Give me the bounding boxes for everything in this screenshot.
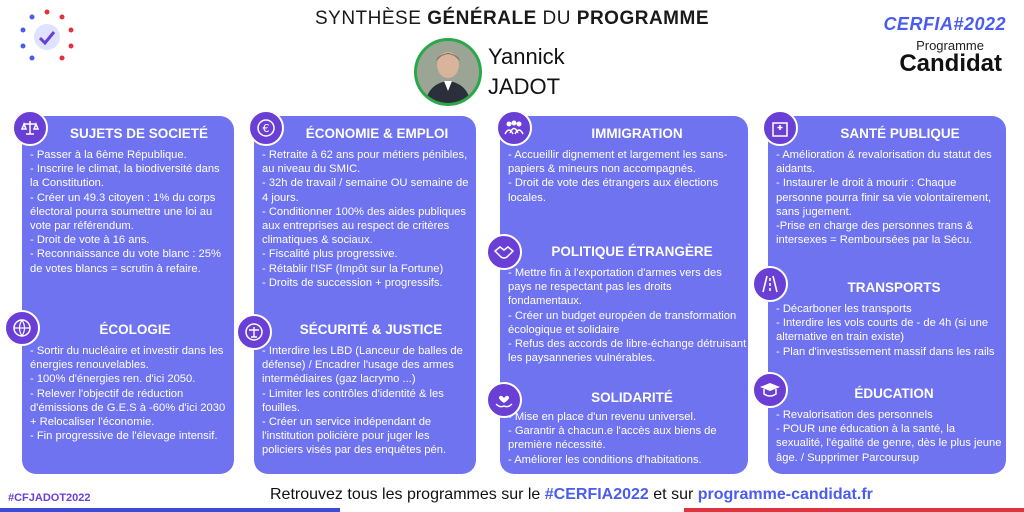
list-item: - Retraite à 62 ans pour métiers pénibles, au niveau du SMIC. bbox=[262, 149, 468, 176]
footer-website-link[interactable]: programme-candidat.fr bbox=[697, 486, 873, 503]
list-item: - Accueillir dignement et largement les sans-papiers & mineurs non accompagnés. bbox=[508, 149, 728, 176]
list-item: - Passer à la 6ème République. bbox=[30, 149, 187, 161]
justice-scales-icon bbox=[12, 110, 48, 146]
list-item: - Instaurer le droit à mourir : Chaque personne pourra finir sa vie volontairement, sans jugement. bbox=[776, 177, 992, 218]
section-title-economie: ÉCONOMIE & EMPLOI bbox=[305, 126, 449, 141]
list-item: - 100% d'énergies ren. d'ici 2050. bbox=[30, 373, 196, 386]
list-item: - Plan d'investissement massif dans les rails bbox=[776, 345, 995, 358]
svg-text:€: € bbox=[262, 122, 270, 135]
section-title-societe: SUJETS DE SOCIETÉ bbox=[69, 126, 209, 141]
list-item: - Reconnaissance du vote blanc : 25% de votes blancs = scrutin à refaire. bbox=[30, 248, 221, 275]
list-item: - Fin progressive de l'élevage intensif. bbox=[30, 430, 218, 443]
list-solidarite bbox=[508, 410, 748, 467]
hospital-icon bbox=[762, 110, 798, 146]
graduation-cap-icon bbox=[752, 372, 788, 408]
list-item: - Créer un service indépendant de l'institution policière pour juger les policiers visés par des enquêtes pén. bbox=[262, 416, 447, 457]
footer-hashtag: #CFJADOT2022 bbox=[8, 492, 91, 504]
section-title-etrangere: POLITIQUE ÉTRANGÈRE bbox=[551, 244, 713, 259]
candidate-last-name: JADOT bbox=[488, 74, 561, 99]
list-item: - Inscrire le climat, la biodiversité dans la Constitution. bbox=[30, 163, 220, 190]
list-item: - POUR une éducation à la santé, la sexualité, l'égalité de genre, dès le plus jeune âge. / Supprimer Parcoursup bbox=[776, 423, 1002, 464]
list-item: - Améliorer les conditions d'habitations. bbox=[508, 453, 702, 466]
brand-subtitle-bold: Candidat bbox=[899, 50, 1002, 77]
section-title-securite: SÉCURITÉ & JUSTICE bbox=[299, 322, 443, 337]
list-immigration bbox=[508, 148, 744, 205]
list-item: - Droit de vote des étrangers aux élections locales. bbox=[508, 177, 719, 204]
list-item: - Droit de vote à 16 ans. bbox=[30, 234, 150, 247]
section-title-transports: TRANSPORTS bbox=[847, 280, 941, 295]
globe-icon bbox=[4, 310, 40, 346]
list-sante bbox=[776, 148, 1004, 247]
list-item: - 32h de travail / semaine OU semaine de 4 jours. bbox=[262, 177, 469, 204]
list-item: - Revalorisation des personnels bbox=[776, 409, 933, 421]
list-etrangere bbox=[508, 266, 748, 365]
list-item: - Décarboner les transports bbox=[776, 303, 912, 315]
list-securite bbox=[262, 344, 472, 458]
footer-red-bar bbox=[684, 508, 1024, 512]
list-item: - Mise en place d'un revenu universel. bbox=[508, 411, 697, 423]
list-ecologie bbox=[30, 344, 230, 443]
list-societe bbox=[30, 148, 230, 276]
list-education bbox=[776, 408, 1004, 465]
people-group-icon bbox=[496, 110, 532, 146]
list-item: - Interdire les LBD (Lanceur de balles de défense) / Encadrer l'usage des armes intermédiaires (gaz lacrymo ...) bbox=[262, 345, 463, 386]
footer-blue-bar bbox=[0, 508, 340, 512]
candidate-photo bbox=[414, 38, 482, 106]
list-item: - Garantir à chacun.e l'accès aux biens de première nécessité. bbox=[508, 425, 717, 452]
list-item: - Rétablir l'ISF (Impôt sur la Fortune) bbox=[262, 262, 444, 275]
footer-text: Retrouvez tous les programmes sur le #CERFIA2022 et sur programme-candidat.fr bbox=[270, 486, 873, 503]
list-item: - Conditionner 100% des aides publiques aux entreprises au respect de critères climatiques & sociaux. bbox=[262, 205, 466, 247]
section-title-ecologie: ÉCOLOGIE bbox=[99, 322, 171, 337]
list-item: - Mettre fin à l'exportation d'armes vers des pays ne respectant pas les droits fondamentaux. bbox=[508, 267, 722, 308]
list-item: -Prise en charge des personnes trans & intersexes = Remboursées par la Sécu. bbox=[776, 220, 974, 247]
list-item: - Droits de succession + progressifs. bbox=[262, 276, 443, 289]
section-title-solidarite: SOLIDARITÉ bbox=[591, 390, 673, 405]
page-title: SYNTHÈSE GÉNÉRALE DU PROGRAMME bbox=[314, 8, 709, 29]
candidate-first-name: Yannick bbox=[488, 44, 565, 69]
list-item: - Refus des accords de libre-échange détruisant les paysanneries vulnérables. bbox=[508, 338, 747, 365]
list-item: - Créer un 49.3 citoyen : 1% du corps électoral pourra soumettre une loi au vote par référendum. bbox=[30, 191, 216, 233]
list-item: - Relever l'objectif de réduction d'émissions de G.E.S à -60% d'ici 2030 + Relocaliser l'économie. bbox=[30, 387, 226, 429]
section-title-immigration: IMMIGRATION bbox=[591, 126, 683, 141]
brand-subtitle: Programme bbox=[916, 38, 984, 53]
list-item: - Interdire les vols courts de - de 4h (si une alternative en train existe) bbox=[776, 317, 989, 344]
brand-name: CERFIA#2022 bbox=[883, 14, 1006, 34]
road-icon bbox=[752, 266, 788, 302]
euro-coin-icon bbox=[248, 110, 284, 146]
list-item: - Limiter les contrôles d'identité & les fouilles. bbox=[262, 387, 444, 414]
section-title-education: ÉDUCATION bbox=[854, 386, 934, 401]
list-item: - Amélioration & revalorisation du statut des aidants. bbox=[776, 149, 992, 176]
list-item: - Sortir du nucléaire et investir dans les énergies renouvelables. bbox=[30, 345, 224, 372]
list-transports bbox=[776, 302, 1004, 359]
section-title-sante: SANTÉ PUBLIQUE bbox=[840, 126, 960, 141]
footer-hashtag-link[interactable]: #CERFIA2022 bbox=[544, 486, 649, 503]
list-economie bbox=[262, 148, 472, 290]
list-item: - Fiscalité plus progressive. bbox=[262, 248, 398, 261]
list-item: - Créer un budget européen de transformation écologique et solidaire bbox=[508, 309, 737, 336]
handshake-icon bbox=[486, 234, 522, 270]
